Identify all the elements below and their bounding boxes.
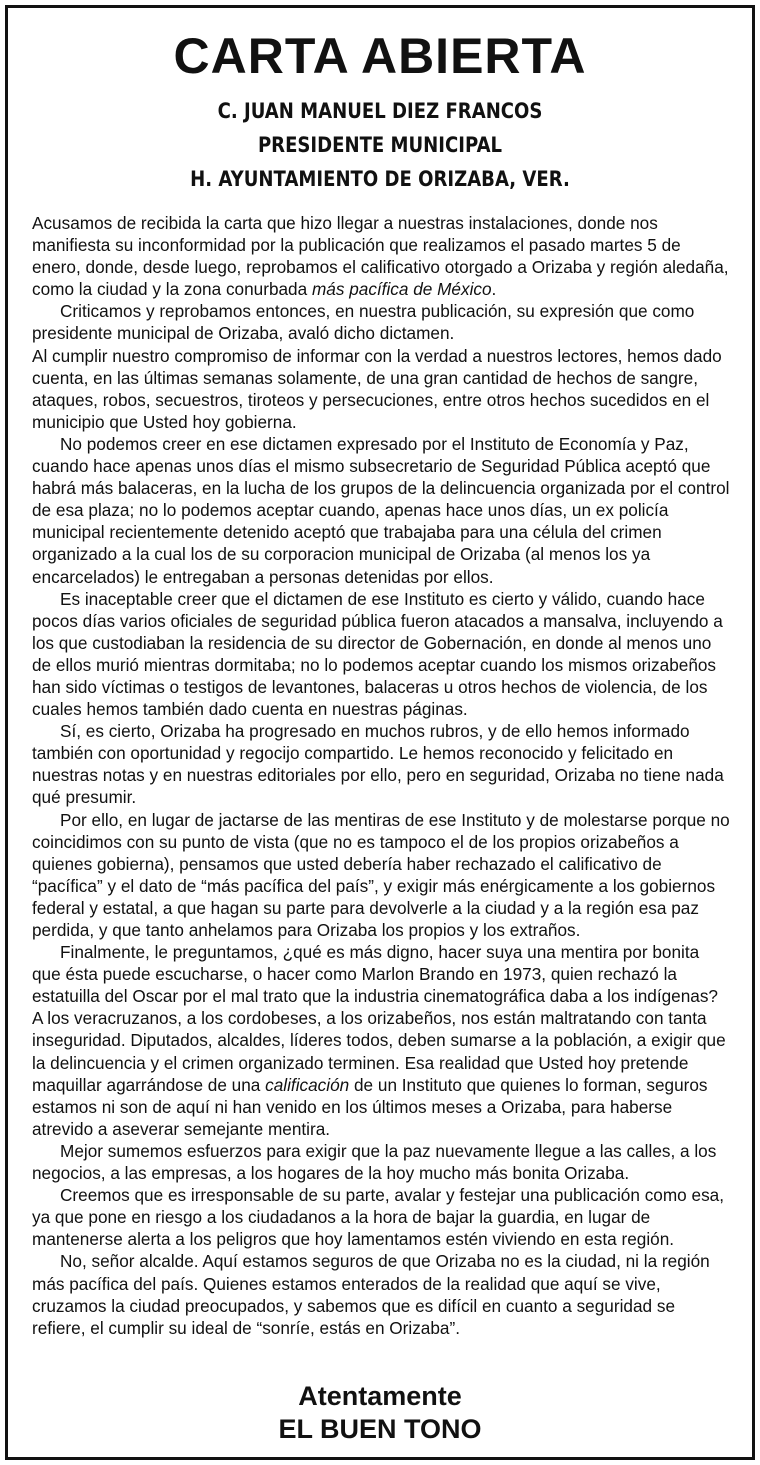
letter-body <box>32 212 732 1339</box>
paragraph-1-end: . <box>491 279 497 300</box>
paragraph-2: Criticamos y reprobamos entonces, en nuestra publicación, su expresión que como presidente municipal de Orizaba, avaló dicho dictamen. <box>32 301 695 344</box>
paragraph-7: Por ello, en lugar de jactarse de las mentiras de ese Instituto y de molestarse porque no coincidimos con su punto de vista (que no es tampoco el de los propios orizabeños a quienes gobierna), pensamos que usted debería haber rechazado el calificativo de “pacífica” y el dato de “más pacífica del país”, y exigir más enérgicamente a los gobiernos federal y estatal, a que hagan su parte para devolverle a la ciudad y a la región esa paz perdida, y que tanto anhelamos para Orizaba los propios y los extraños. <box>32 809 730 940</box>
paragraph-1 <box>32 212 732 300</box>
paragraph-9-end: de un Instituto que quienes lo forman, seguros estamos ni son de aquí ni han venido en los últimos meses a Orizaba, para haberse atrevido a aseverar semejante mentira. <box>32 1074 708 1139</box>
paragraph-11: Creemos que es irresponsable de su parte, avalar y festejar una publicación como esa, ya que pone en riesgo a los ciudadanos a la hora de bajar la guardia, en lugar de mantenerse alerta a los peligros que hoy lamentamos estén viviendo en esta región. <box>32 1185 724 1250</box>
paragraph-4: No podemos creer en ese dictamen expresado por el Instituto de Economía y Paz, cuando hace apenas unos días el mismo subsecretario de Seguridad Pública aceptó que habrá más balaceras, en la lucha de los grupos de la delincuencia organizada por el control de esa plaza; no lo podemos aceptar cuando, apenas hace unos días, un ex policía municipal recientemente detenido aceptó que trabajaba para una célula del crimen organizado a la cual los de su corporacion municipal de Orizaba (al menos los ya encarcelados) le entregaban a personas detenidas por ellos. <box>32 433 730 587</box>
paragraph-6: Sí, es cierto, Orizaba ha progresado en muchos rubros, y de ello hemos informado también con oportunidad y regocijo compartido. Le hemos reconocido y felicitado en nuestras notas y en nuestras editoriales por ello, pero en seguridad, Orizaba no tiene nada qué presumir. <box>32 721 724 808</box>
paragraph-8: Finalmente, le preguntamos, ¿qué es más digno, hacer suya una mentira por bonita que ésta puede escucharse, o hacer como Marlon Brando en 1973, quien rechazó la estatuilla del Oscar por el mal trato que la industria cinematográfica daba a los indígenas? <box>32 942 718 1007</box>
addressee-name: C. JUAN MANUEL DIEZ FRANCOS <box>217 99 543 123</box>
paragraph-12: No, señor alcalde. Aquí estamos seguros de que Orizaba no es la ciudad, ni la región más pacífica del país. Quienes estamos enterados de la realidad que aquí se vive, cruzamos la ciudad preocupados, y sabemos que es difícil en cuanto a seguridad se refiere, el cumplir su ideal de “sonríe, estás en Orizaba”. <box>32 1251 710 1338</box>
paragraph-9-text: A los veracruzanos, a los cordobeses, a los orizabeños, nos están maltratando con tanta inseguridad. Diputados, alcaldes, líderes todos, deben sumarse a la población, a exigir que la delincuencia y el crimen organizado terminen. Esa realidad que Usted hoy pretende maquillar agarrándose de una <box>32 1008 726 1095</box>
paragraph-5: Es inaceptable creer que el dictamen de ese Instituto es cierto y válido, cuando hace pocos días varios oficiales de seguridad pública fueron atacados a mansalva, incluyendo a los que custodiaban la residencia de su director de Gobernación, en donde al menos uno de ellos murió mientras dormitaba; no lo podemos aceptar cuando los mismos orizabeños han sido víctimas o testigos de levantones, balaceras u otros hechos de violencia, de los cuales hemos también dado cuenta en nuestras páginas. <box>32 588 723 720</box>
addressee-position: PRESIDENTE MUNICIPAL <box>257 133 503 157</box>
signature-closing: Atentamente <box>298 1381 462 1411</box>
paragraph-10: Mejor sumemos esfuerzos para exigir que la paz nuevamente llegue a las calles, a los negocios, a las empresas, a los hogares de la hoy mucho más bonita Orizaba. <box>32 1140 717 1184</box>
addressee-institution: H. AYUNTAMIENTO DE ORIZABA, VER. <box>190 167 570 191</box>
letter-title: CARTA ABIERTA <box>173 28 587 84</box>
paragraph-9-emphasis: calificación <box>265 1074 350 1095</box>
letter-frame <box>5 5 755 1460</box>
paragraph-1-emphasis: más pacífica de México <box>311 279 492 300</box>
paragraph-9 <box>32 1007 732 1140</box>
signature-name: EL BUEN TONO <box>278 1414 482 1444</box>
paragraph-3: Al cumplir nuestro compromiso de informar con la verdad a nuestros lectores, hemos dado cuenta, en las últimas semanas solamente, de una gran cantidad de hechos de sangre, ataques, robos, secuestros, tiroteos y persecuciones, entre otros hechos sucedidos en el municipio que Usted hoy gobierna. <box>32 345 722 432</box>
paragraph-1-text: Acusamos de recibida la carta que hizo llegar a nuestras instalaciones, donde nos manifiesta su inconformidad por la publicación que realizamos el pasado martes 5 de enero, donde, desde luego, reprobamos el calificativo otorgado a Orizaba y región aledaña, como la ciudad y la zona conurbada <box>32 213 729 300</box>
